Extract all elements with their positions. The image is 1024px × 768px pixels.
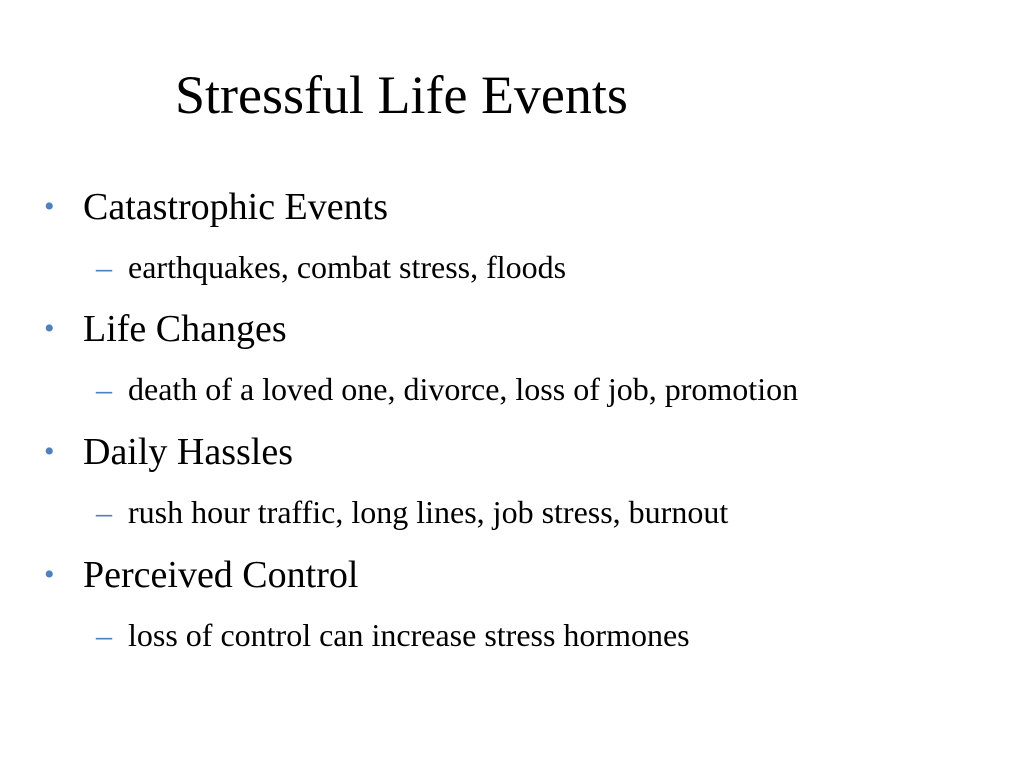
- sub-item-perceived-control: [0, 615, 1024, 655]
- bullet-heading: Catastrophic Events: [83, 186, 388, 228]
- bullet-dot-icon: •: [44, 312, 55, 345]
- bullet-item-perceived-control: [0, 550, 1024, 600]
- bullet-item-life-changes: [0, 304, 1024, 354]
- bullet-heading: Perceived Control: [83, 554, 359, 596]
- dash-icon: –: [96, 371, 112, 407]
- bullet-heading: Life Changes: [83, 308, 287, 350]
- dash-icon: –: [96, 249, 112, 285]
- dash-icon: –: [96, 494, 112, 530]
- bullet-dot-icon: •: [44, 558, 55, 591]
- sub-item-text: earthquakes, combat stress, floods: [128, 249, 567, 285]
- bullet-dot-icon: •: [44, 435, 55, 468]
- sub-item-daily-hassles: [0, 492, 1024, 532]
- sub-item-text: loss of control can increase stress hormones: [128, 617, 690, 653]
- sub-item-catastrophic-events: [0, 247, 1024, 287]
- bullet-heading: Daily Hassles: [83, 431, 294, 473]
- sub-item-text: rush hour traffic, long lines, job stress, burnout: [128, 494, 729, 530]
- bullet-item-daily-hassles: [0, 427, 1024, 477]
- bullet-item-catastrophic-events: [0, 182, 1024, 232]
- sub-item-life-changes: [0, 369, 1024, 409]
- sub-item-text: death of a loved one, divorce, loss of job, promotion: [128, 371, 799, 407]
- slide-title: Stressful Life Events: [175, 65, 628, 125]
- bullet-dot-icon: •: [44, 190, 55, 223]
- dash-icon: –: [96, 617, 112, 653]
